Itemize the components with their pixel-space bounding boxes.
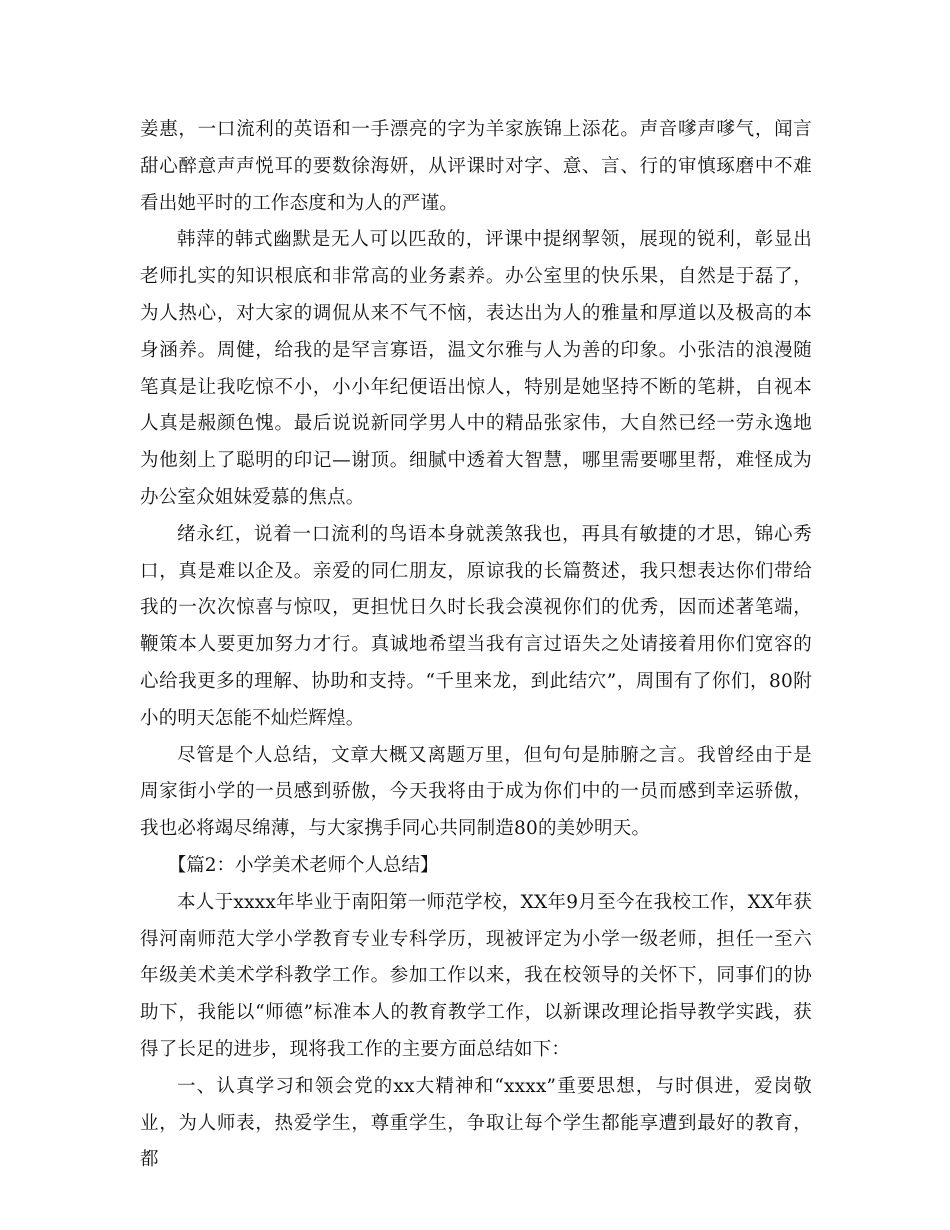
- paragraph-3: 绪永红，说着一口流利的鸟语本身就羡煞我也，再具有敏捷的才思，锦心秀口，真是难以企及。亲爱的同仁朋友，原谅我的长篇赘述，我只想表达你们带给我的一次次惊喜与惊叹，更担忧日久时长我会漠视你们的优秀，因而述著笔端，鞭策本人要更加努力才行。真诚地希望当我有言过语失之处请接着用你们宽容的心给我更多的理解、协助和支持。“千里来龙，到此结穴”，周围有了你们，80附小的明天怎能不灿烂辉煌。: [140, 523, 812, 729]
- paragraph-2: 韩萍的韩式幽默是无人可以匹敌的，评课中提纲挈领，展现的锐利，彰显出老师扎实的知识根底和非常高的业务素养。办公室里的快乐果，自然是于磊了，为人热心，对大家的调侃从来不气不恼，表达出为人的雅量和厚道以及极高的本身涵养。周健，给我的是罕言寡语，温文尔雅与人为善的印象。小张洁的浪漫随笔真是让我吃惊不小，小小年纪便语出惊人，特别是她坚持不断的笔耕，自视本人真是赧颜色愧。最后说说新同学男人中的精品张家伟，大自然已经一劳永逸地为他刻上了聪明的印记—谢顶。细腻中透着大智慧，哪里需要哪里帮，难怪成为办公室众姐妹爱慕的焦点。: [140, 229, 812, 508]
- paragraph-6: 一、认真学习和领会党的xx大精神和“xxxx”重要思想，与时俱进，爱岗敬业，为人师表，热爱学生，尊重学生，争取让每个学生都能享遭到最好的教育，都: [140, 1075, 812, 1171]
- paragraph-1: 姜惠，一口流利的英语和一手漂亮的字为羊家族锦上添花。声音嗲声嗲气，闻言甜心醉意声声悦耳的要数徐海妍，从评课时对字、意、言、行的审慎琢磨中不难看出她平时的工作态度和为人的严谨。: [140, 119, 812, 214]
- paragraph-5: 本人于xxxx年毕业于南阳第一师范学校，XX年9月至今在我校工作，XX年获得河南师范大学小学教育专业专科学历，现被评定为小学一级老师，担任一至六年级美术美术学科教学工作。参加工作以来，我在校领导的关怀下，同事们的协助下，我能以“师德”标准本人的教育教学工作，以新课改理论指导教学实践，获得了长足的进步，现将我工作的主要方面总结如下：: [140, 891, 812, 1060]
- paragraph-4: 尽管是个人总结，文章大概又离题万里，但句句是肺腑之言。我曾经由于是周家街小学的一员感到骄傲，今天我将由于成为你们中的一员而感到幸运骄傲，我也必将竭尽绵薄，与大家携手同心共同制造80的美妙明天。: [140, 744, 812, 840]
- section-heading: 【篇2：小学美术老师个人总结】: [167, 854, 439, 876]
